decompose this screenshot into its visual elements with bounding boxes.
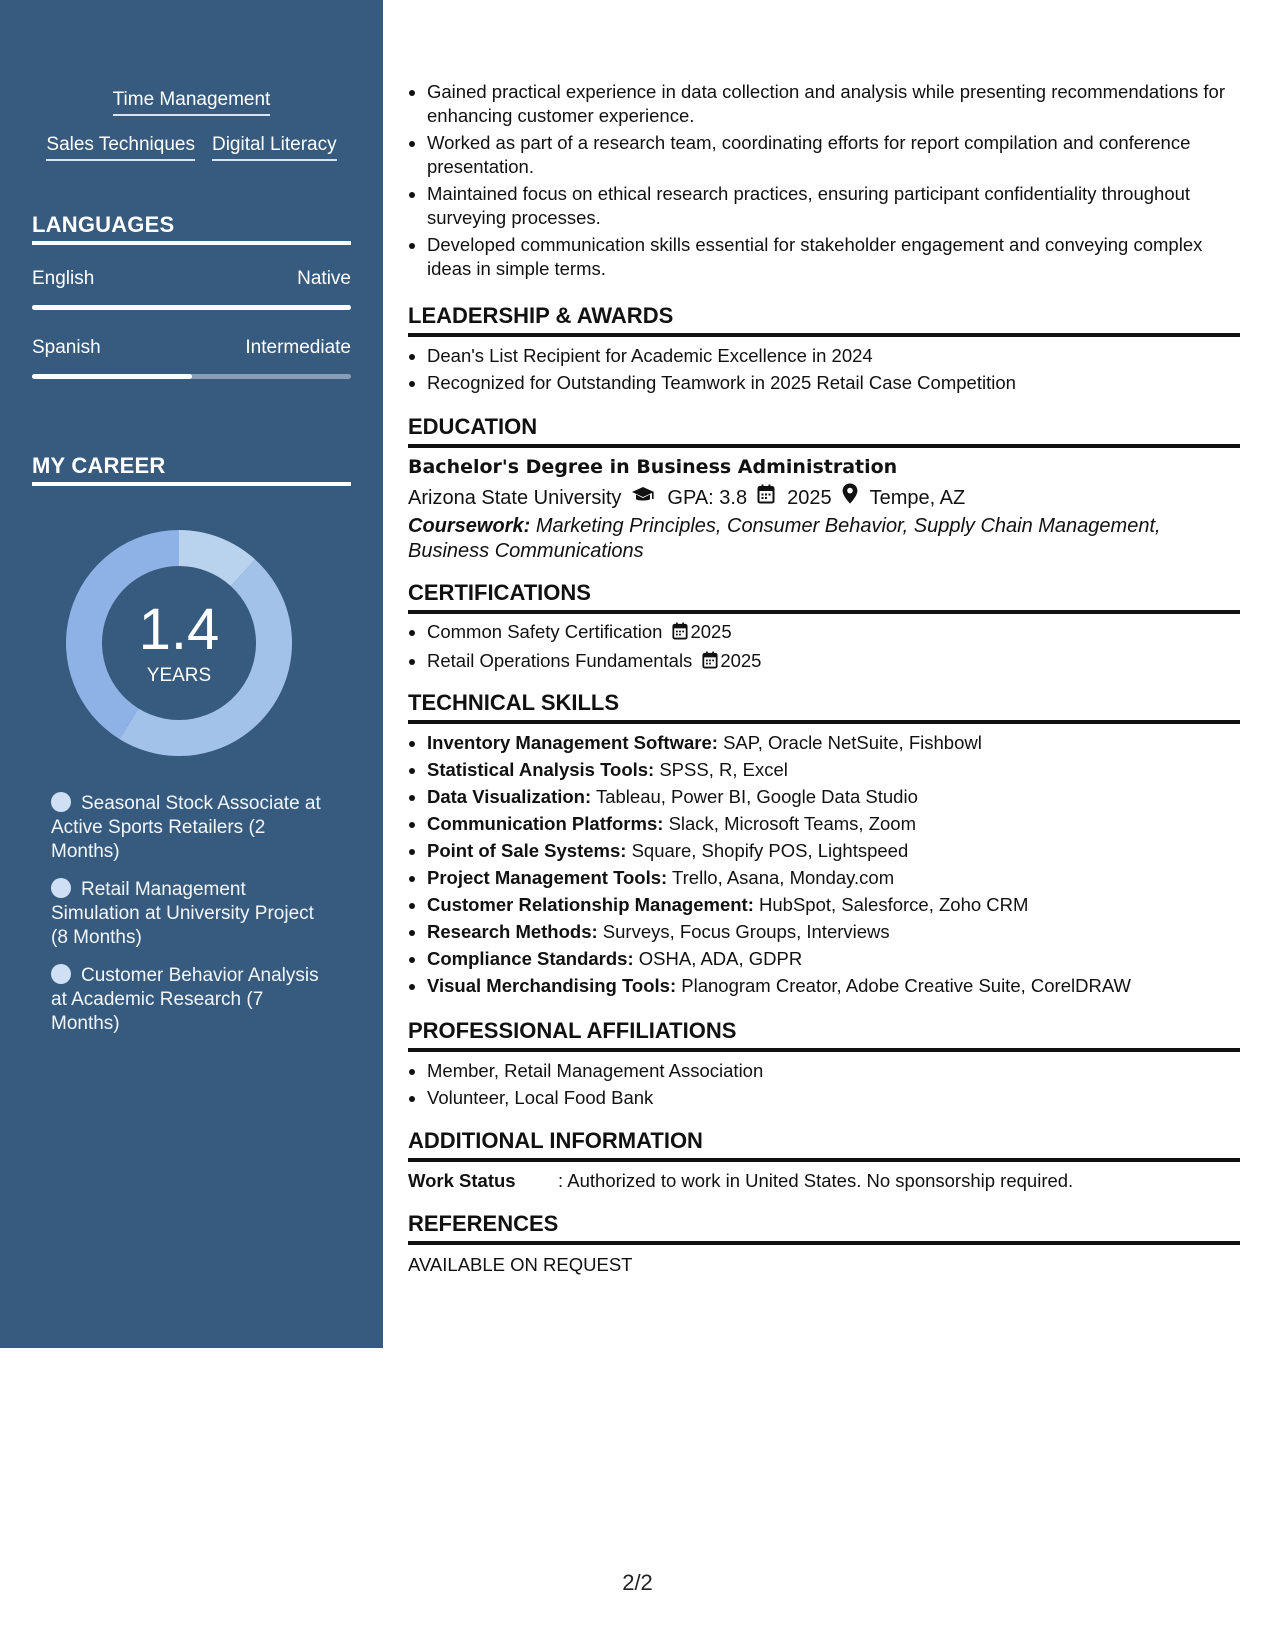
bullet-dot-icon [51,964,71,984]
school-location: Tempe, AZ [869,486,966,509]
career-item: Customer Behavior Analysis at Academic Research (7 Months) [51,965,319,1034]
list-item: • Customer Relationship Management: HubSpot, Salesforce, Zoho CRM [427,893,1240,917]
list-item: • Statistical Analysis Tools: SPSS, R, Excel [427,758,1240,782]
career-total-value: 1.4 [138,597,220,662]
list-item: • Point of Sale Systems: Square, Shopify POS, Lightspeed [427,839,1240,863]
language-english [32,267,351,310]
location-pin-icon [842,483,858,512]
language-proficiency-bar [32,374,351,379]
list-item: • Communication Platforms: Slack, Microsoft Teams, Zoom [427,812,1240,836]
skills-row [0,133,383,161]
affiliations-list [408,1059,1240,1113]
list-item: • Compliance Standards: OSHA, ADA, GDPR [427,947,1240,971]
affiliations-heading: PROFESSIONAL AFFILIATIONS [408,1018,1240,1052]
gpa: GPA: 3.8 [667,486,748,509]
leadership-list [408,344,1240,398]
list-item: • Volunteer, Local Food Bank [427,1086,1240,1110]
skill-tag: Digital Literacy [212,133,337,161]
skill-tag: Time Management [113,88,271,116]
coursework-list: Marketing Principles, Consumer Behavior, Supply Chain Management, Business Communications [408,515,1161,562]
leadership-heading: LEADERSHIP & AWARDS [408,303,1240,337]
list-item: • Maintained focus on ethical research practices, ensuring participant confidentiality throughout surveying processes. [427,182,1240,230]
calendar-icon [672,622,688,646]
career-item: Seasonal Stock Associate at Active Sports Retailers (2 Months) [51,793,321,862]
list-item: • Project Management Tools: Trello, Asana, Monday.com [427,866,1240,890]
language-level: Native [297,268,351,289]
list-item: • Recognized for Outstanding Teamwork in 2025 Retail Case Competition [427,371,1240,395]
work-status-label: Work Status [408,1170,516,1191]
experience-bullets [408,80,1240,284]
graduation-year: 2025 [787,486,832,509]
list-item: • Data Visualization: Tableau, Power BI, Google Data Studio [427,785,1240,809]
additional-info-heading: ADDITIONAL INFORMATION [408,1128,1240,1162]
calendar-icon [702,651,718,675]
list-item: • Visual Merchandising Tools: Planogram Creator, Adobe Creative Suite, CorelDRAW [427,974,1240,998]
coursework [408,514,1240,564]
list-item: • Worked as part of a research team, coordinating efforts for report compilation and conference presentation. [427,131,1240,179]
language-spanish [32,336,351,379]
list-item: • Dean's List Recipient for Academic Excellence in 2024 [427,344,1240,368]
list-item: • Research Methods: Surveys, Focus Groups, Interviews [427,920,1240,944]
certifications-list [408,620,1240,678]
school-name: Arizona State University [408,486,622,509]
list-item: • Gained practical experience in data collection and analysis while presenting recommendations for enhancing customer experience. [427,80,1240,128]
skill-tag: Sales Techniques [46,133,195,161]
degree-title: Bachelor's Degree in Business Administration [408,456,898,478]
language-name: English [32,268,95,289]
language-proficiency-bar [32,305,351,310]
bullet-dot-icon [51,878,71,898]
list-item: • Retail Operations Fundamentals 2025 [427,649,1240,675]
work-status [408,1169,1240,1193]
education-block [408,454,1240,564]
language-level: Intermediate [245,337,351,358]
technical-skills-list [408,731,1240,1001]
list-item: • Member, Retail Management Association [427,1059,1240,1083]
list-item: • Inventory Management Software: SAP, Oracle NetSuite, Fishbowl [427,731,1240,755]
calendar-icon [757,484,775,512]
language-proficiency-fill [32,305,351,310]
coursework-label: Coursework: [408,515,531,537]
language-proficiency-fill [32,374,192,379]
references [408,1253,1240,1277]
list-item: • Developed communication skills essential for stakeholder engagement and conveying complex ideas in simple terms. [427,233,1240,281]
education-details [408,483,1240,512]
list-item: • Common Safety Certification 2025 [427,620,1240,646]
career-total-unit: YEARS [146,665,212,686]
languages-heading: LANGUAGES [32,212,351,245]
page-number: 2/2 [622,1570,653,1595]
sidebar [0,0,383,1348]
references-heading: REFERENCES [408,1211,1240,1245]
skills-row [0,88,383,116]
career-item: Retail Management Simulation at University Project (8 Months) [51,879,314,948]
work-status-value: : Authorized to work in United States. No sponsorship required. [558,1170,1074,1191]
career-heading: MY CAREER [32,453,351,486]
education-heading: EDUCATION [408,414,1240,448]
language-name: Spanish [32,337,101,358]
technical-skills-heading: TECHNICAL SKILLS [408,690,1240,724]
graduation-cap-icon [631,484,655,512]
certifications-heading: CERTIFICATIONS [408,580,1240,614]
bullet-dot-icon [51,792,71,812]
references-text: AVAILABLE ON REQUEST [408,1254,633,1275]
